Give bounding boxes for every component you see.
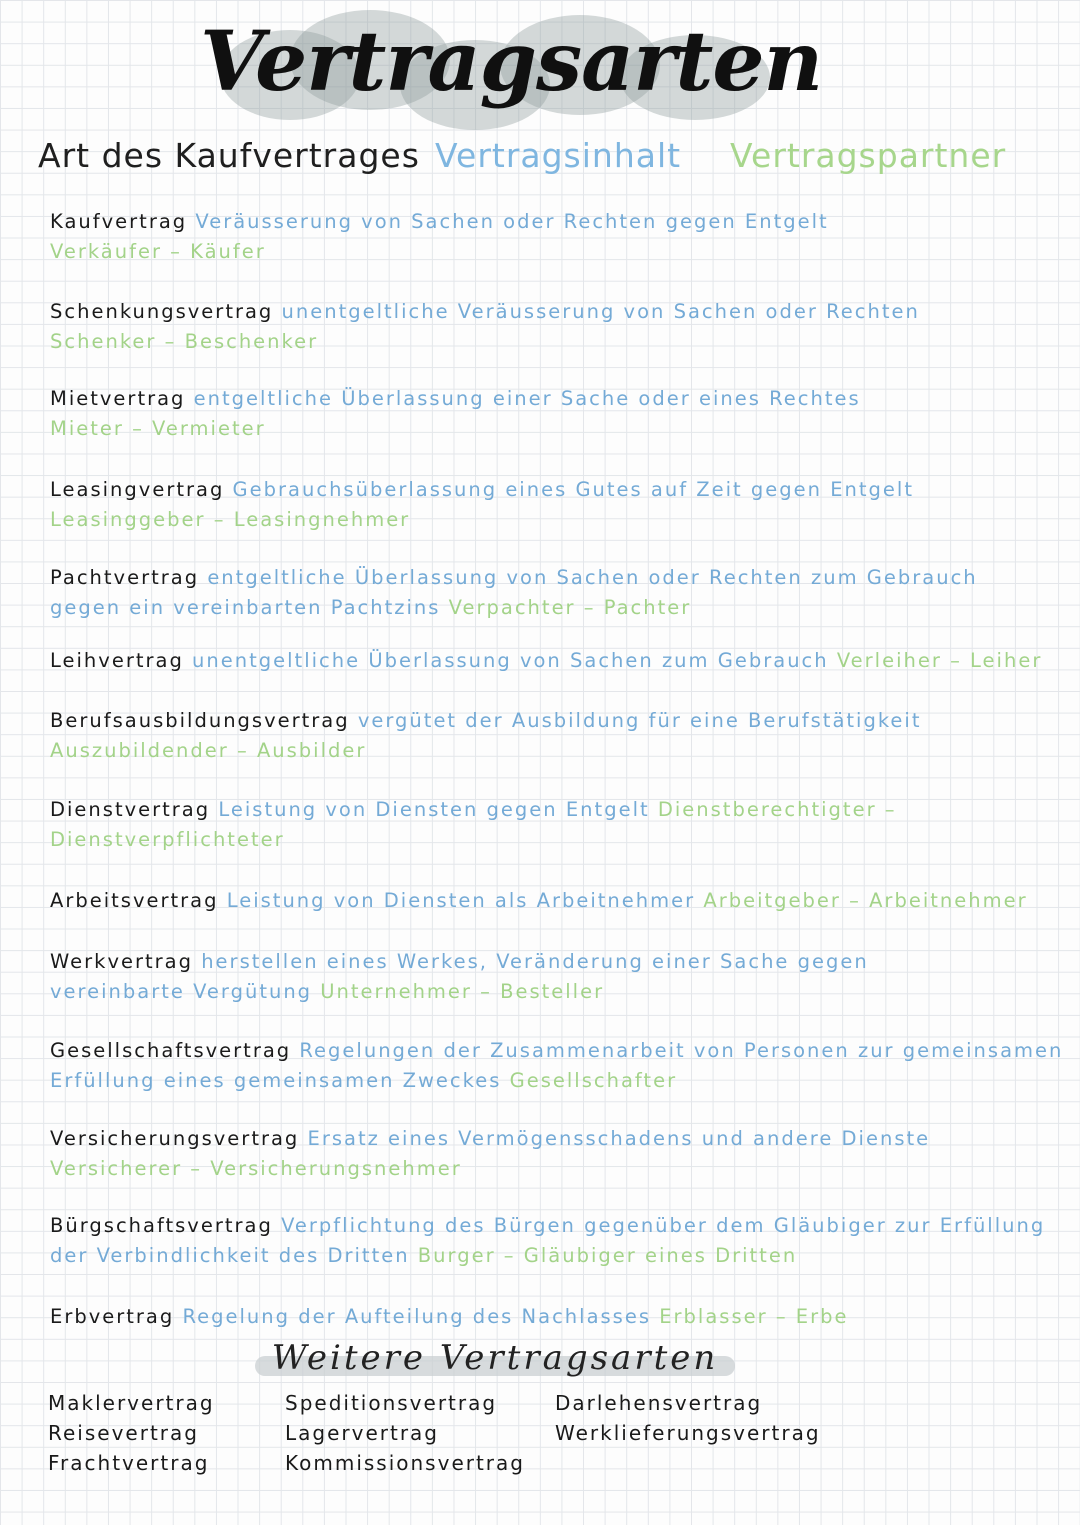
entry-content: Leistung von Diensten gegen Entgelt: [218, 798, 650, 821]
entry-leasingvertrag: [50, 475, 1070, 535]
page-title: Vertragsarten: [200, 14, 823, 110]
entry-name: Gesellschaftsvertrag: [50, 1039, 292, 1062]
entry-pachtvertrag: [50, 563, 1070, 623]
header-inhalt: Vertragsinhalt: [435, 136, 682, 175]
weitere-title: Weitere Vertragsarten: [271, 1338, 719, 1378]
entry-arbeitsvertrag: [50, 886, 1070, 916]
entry-content: Leistung von Diensten als Arbeitnehmer: [226, 889, 696, 912]
weitere-item: Werklieferungsvertrag: [555, 1421, 821, 1445]
entry-partner: Verpachter – Pachter: [448, 596, 692, 619]
entry-content: entgeltliche Überlassung von Sachen oder Rechten zum Gebrauch: [207, 566, 978, 589]
entry-buergschaftsvertrag: [50, 1211, 1070, 1271]
entry-partner: Verleiher – Leiher: [836, 649, 1043, 672]
weitere-column-3: [555, 1388, 821, 1448]
entry-name: Leihvertrag: [50, 649, 184, 672]
entry-partner: Dienstberechtigter –: [657, 798, 897, 821]
entry-name: Leasingvertrag: [50, 478, 225, 501]
entry-partner: Erblasser – Erbe: [659, 1305, 849, 1328]
entry-name: Versicherungsvertrag: [50, 1127, 300, 1150]
entry-schenkungsvertrag: [50, 297, 1070, 357]
entry-name: Arbeitsvertrag: [50, 889, 219, 912]
entry-content-cont: der Verbindlichkeit des Dritten: [50, 1244, 410, 1267]
entry-mietvertrag: [50, 384, 1070, 444]
entry-name: Schenkungsvertrag: [50, 300, 274, 323]
entry-content-cont: vereinbarte Vergütung: [50, 980, 313, 1003]
entry-partner: Unternehmer – Besteller: [320, 980, 605, 1003]
weitere-item: Speditionsvertrag: [285, 1391, 498, 1415]
entry-content: Regelung der Aufteilung des Nachlasses: [182, 1305, 652, 1328]
entry-content: Ersatz eines Vermögensschadens und andere Dienste: [307, 1127, 931, 1150]
weitere-item: Maklervertrag: [48, 1391, 215, 1415]
entry-name: Bürgschaftsvertrag: [50, 1214, 273, 1237]
weitere-column-2: [285, 1388, 525, 1478]
entry-dienstvertrag: [50, 795, 1070, 855]
entry-name: Erbvertrag: [50, 1305, 175, 1328]
entry-gesellschaftsvertrag: [50, 1036, 1070, 1096]
entry-content: vergütet der Ausbildung für eine Berufstätigkeit: [357, 709, 922, 732]
weitere-item: Frachtvertrag: [48, 1451, 210, 1475]
entry-versicherungsvertrag: [50, 1124, 1070, 1184]
entry-partner: Arbeitgeber – Arbeitnehmer: [703, 889, 1028, 912]
entry-content: herstellen eines Werkes, Veränderung einer Sache gegen: [201, 950, 869, 973]
entry-berufsausbildungsvertrag: [50, 706, 1070, 766]
entry-content-cont: Erfüllung eines gemeinsamen Zweckes: [50, 1069, 502, 1092]
entry-leihvertrag: [50, 646, 1070, 676]
entry-name: Mietvertrag: [50, 387, 186, 410]
weitere-column-1: [48, 1388, 215, 1478]
entry-content-cont: gegen ein vereinbarten Pachtzins: [50, 596, 441, 619]
title-area: [200, 0, 823, 130]
header-partner: Vertragspartner: [730, 136, 1007, 175]
entry-partner: Auszubildender – Ausbilder: [50, 739, 367, 762]
entry-erbvertrag: [50, 1302, 1070, 1332]
entry-content: entgeltliche Überlassung einer Sache oder eines Rechtes: [193, 387, 861, 410]
entry-content: unentgeltliche Veräusserung von Sachen oder Rechten: [281, 300, 920, 323]
entry-werkvertrag: [50, 947, 1070, 1007]
entry-partner: Mieter – Vermieter: [50, 417, 266, 440]
entry-content: unentgeltliche Überlassung von Sachen zum Gebrauch: [192, 649, 829, 672]
entry-partner: Burger – Gläubiger eines Dritten: [417, 1244, 798, 1267]
entry-partner: Verkäufer – Käufer: [50, 240, 266, 263]
entry-partner: Leasinggeber – Leasingnehmer: [50, 508, 411, 531]
entry-content: Gebrauchsüberlassung eines Gutes auf Zeit gegen Entgelt: [232, 478, 914, 501]
entry-partner: Gesellschafter: [509, 1069, 678, 1092]
weitere-item: Darlehensvertrag: [555, 1391, 763, 1415]
entry-name: Werkvertrag: [50, 950, 193, 973]
entry-content: Regelungen der Zusammenarbeit von Personen zur gemeinsamen: [299, 1039, 1064, 1062]
header-art: Art des Kaufvertrages: [38, 136, 420, 175]
weitere-item: Kommissionsvertrag: [285, 1451, 525, 1475]
weitere-item: Reisevertrag: [48, 1421, 199, 1445]
entry-partner-cont: Dienstverpflichteter: [50, 828, 285, 851]
entry-name: Dienstvertrag: [50, 798, 211, 821]
entry-partner: Schenker – Beschenker: [50, 330, 319, 353]
entry-kaufvertrag: [50, 207, 1070, 267]
entry-name: Pachtvertrag: [50, 566, 200, 589]
weitere-item: Lagervertrag: [285, 1421, 439, 1445]
entry-name: Berufsausbildungsvertrag: [50, 709, 350, 732]
entry-partner: Versicherer – Versicherungsnehmer: [50, 1157, 462, 1180]
entry-name: Kaufvertrag: [50, 210, 188, 233]
entry-content: Veräusserung von Sachen oder Rechten gegen Entgelt: [195, 210, 829, 233]
entry-content: Verpflichtung des Bürgen gegenüber dem Gläubiger zur Erfüllung: [281, 1214, 1046, 1237]
